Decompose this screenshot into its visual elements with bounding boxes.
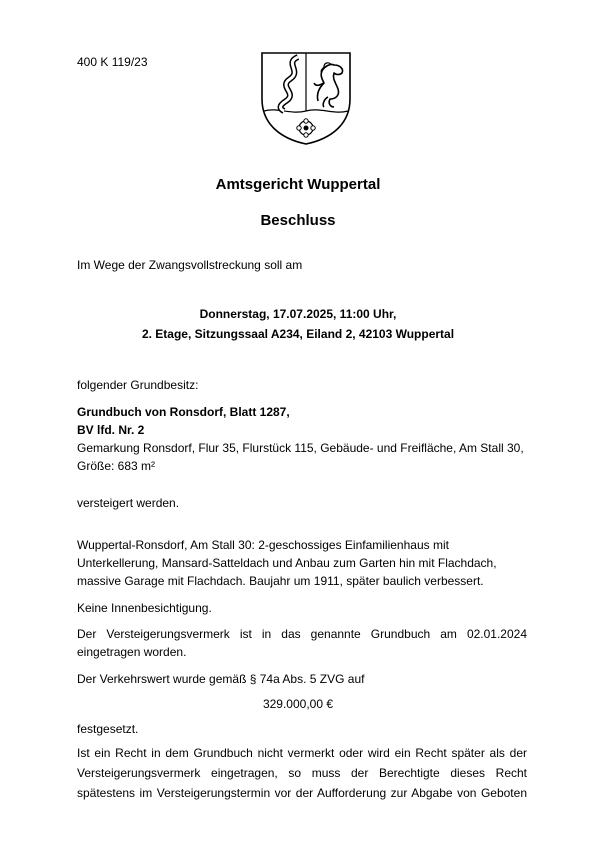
- inspection-note: Keine Innenbesichtigung.: [77, 601, 212, 615]
- building-line-1: Wuppertal-Ronsdorf, Am Stall 30: 2-geschossiges Einfamilienhaus mit: [77, 538, 449, 552]
- property-description: Gemarkung Ronsdorf, Flur 35, Flurstück 115, Gebäude- und Freifläche, Am Stall 30,: [77, 441, 524, 455]
- property-size: Größe: 683 m²: [77, 459, 156, 473]
- land-register-line: Grundbuch von Ronsdorf, Blatt 1287,: [77, 405, 290, 419]
- building-line-2: Unterkellerung, Mansard-Satteldach und Anbau zum Garten hin mit Flachdach,: [77, 556, 497, 570]
- bv-number-line: BV lfd. Nr. 2: [77, 423, 145, 437]
- property-intro: folgender Grundbesitz:: [77, 378, 199, 392]
- court-name: Amtsgericht Wuppertal: [215, 176, 381, 193]
- register-note-line-1: Der Versteigerungsvermerk ist in das genannte Grundbuch am 02.01.2024: [77, 627, 527, 641]
- market-value-intro: Der Verkehrswert wurde gemäß § 74a Abs. 5 ZVG auf: [77, 672, 365, 686]
- auction-line: versteigert werden.: [77, 496, 180, 510]
- appointment-location: 2. Etage, Sitzungssaal A234, Eiland 2, 42103 Wuppertal: [141, 327, 455, 341]
- market-value-amount: 329.000,00 €: [262, 697, 334, 711]
- coat-of-arms-emblem: [258, 49, 354, 147]
- register-note-line-2: eingetragen worden.: [77, 645, 187, 659]
- document-title: Beschluss: [260, 212, 336, 229]
- rights-line-2: Versteigerungsvermerk eingetragen, so muss der Berechtigte dieses Recht: [77, 766, 527, 780]
- appointment-date: Donnerstag, 17.07.2025, 11:00 Uhr,: [199, 307, 397, 321]
- case-number: 400 K 119/23: [77, 55, 148, 69]
- rights-line-1: Ist ein Recht in dem Grundbuch nicht vermerkt oder wird ein Recht später als der: [77, 746, 527, 760]
- intro-text: Im Wege der Zwangsvollstreckung soll am: [77, 258, 303, 272]
- rights-line-3: spätestens im Versteigerungstermin vor der Aufforderung zur Abgabe von Geboten: [77, 786, 527, 800]
- market-value-suffix: festgesetzt.: [77, 722, 139, 736]
- building-line-3: massive Garage mit Flachdach. Baujahr um 1911, später baulich verbessert.: [77, 574, 484, 588]
